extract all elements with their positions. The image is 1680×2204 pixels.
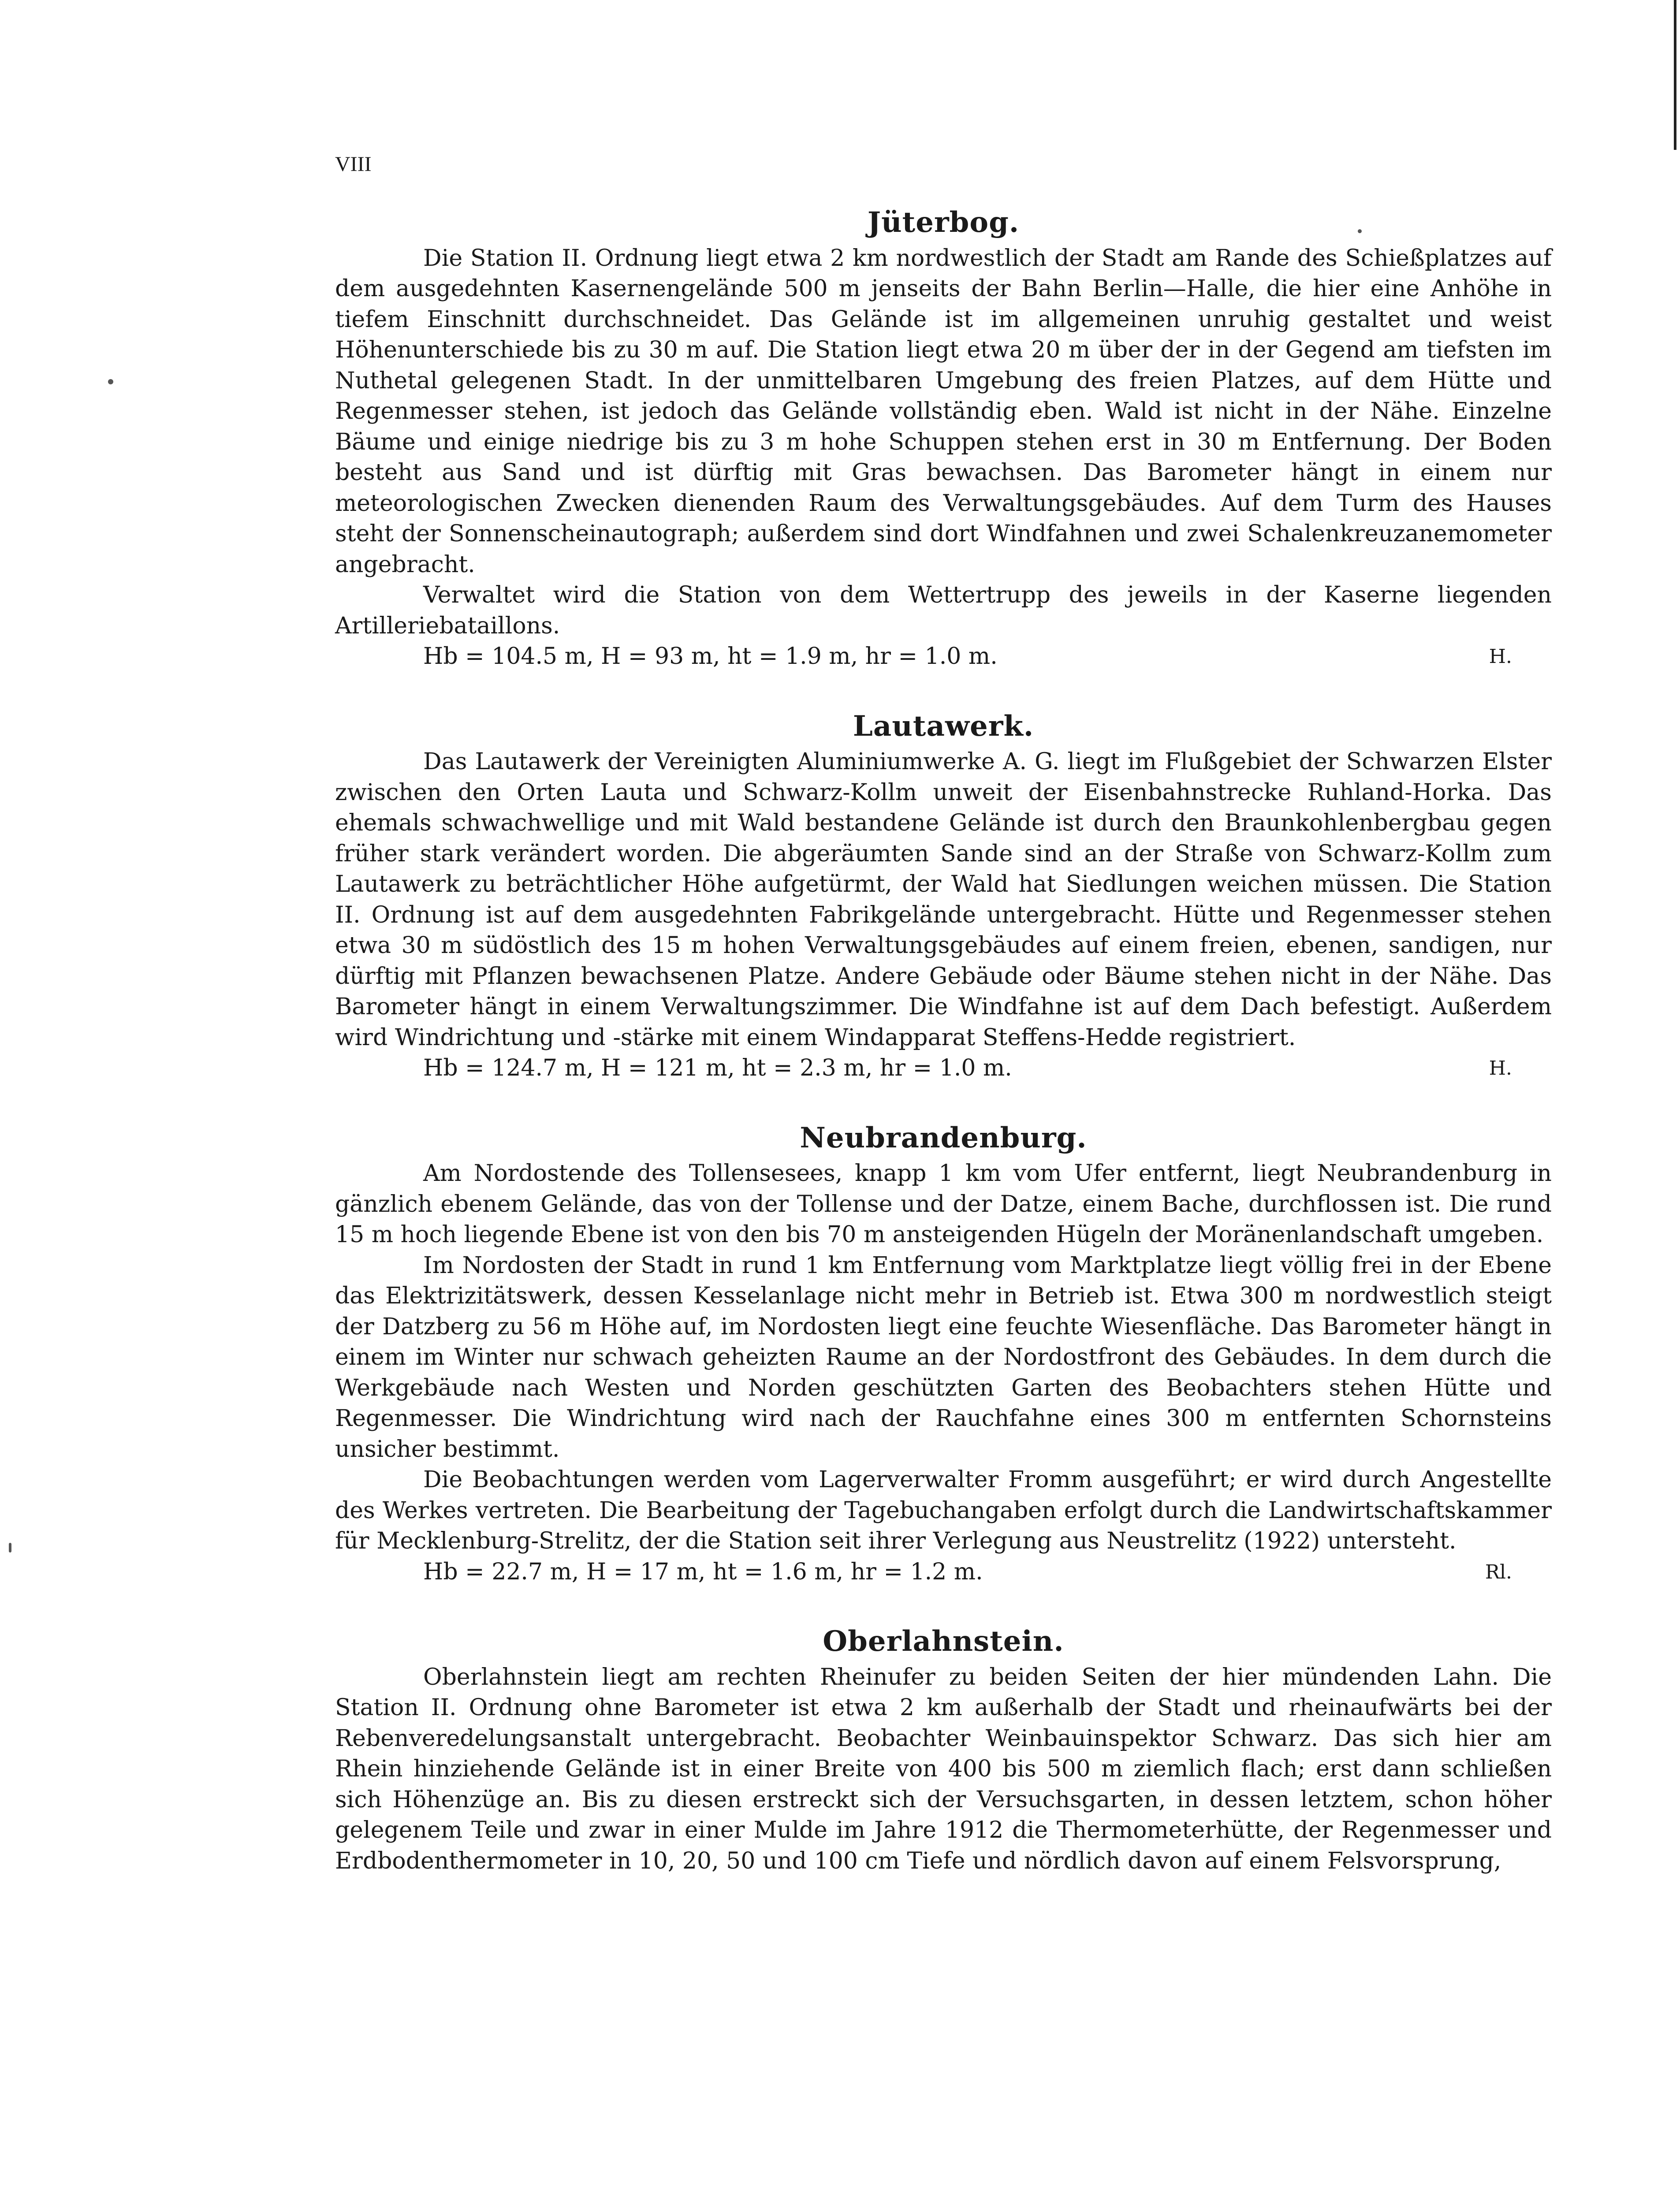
scan-speck [9,1543,11,1552]
paragraph: Das Lautawerk der Vereinigten Aluminiumwerke A. G. liegt im Flußgebiet der Schwarzen Elster zwischen den Orten Lauta und Schwarz-Kollm unweit der Eisenbahnstrecke Ruhland-Horka. Das ehemals schwachwellige und mit Wald bestandene Gelände ist durch den Braunkohlenbergbau gegen früher stark verändert worden. Die abgeräumten Sande sind an der Straße von Schwarz-Kollm zum Lautawerk zu beträchtlicher Höhe aufgetürmt, der Wald hat Siedlungen weichen müssen. Die Station II. Ordnung ist auf dem ausgedehnten Fabrikgelände untergebracht. Hütte und Regenmesser stehen etwa 30 m südöstlich des 15 m hohen Verwaltungsgebäudes auf einem freien, ebenen, sandigen, nur dürftig mit Pflanzen bewachsenen Platze. Andere Gebäude oder Bäume stehen nicht in der Nähe. Das Barometer hängt in einem Verwaltungszimmer. Die Windfahne ist auf dem Dach befestigt. Außerdem wird Windrichtung und -stärke mit einem Windapparat Steffens-Hedde registriert. [335,748,1552,1051]
section-title: Oberlahnstein. [823,1625,1064,1658]
section-lautawerk [335,711,1552,1084]
station-heights [335,1557,1552,1588]
heights-text: Hb = 22.7 m, H = 17 m, ht = 1.6 m, hr = 1.2 m. [423,1558,983,1585]
section-jueterbog [335,207,1552,672]
editor-note: H. [1489,1057,1512,1080]
document-body [335,207,1552,1915]
paragraph: Die Station II. Ordnung liegt etwa 2 km nordwestlich der Stadt am Rande des Schießplatzes auf dem ausgedehnten Kasernengelände 500 m jenseits der Bahn Berlin—Halle, die hier eine Anhöhe in tiefem Einschnitt durchschneidet. Das Gelände ist im allgemeinen unruhig gestaltet und weist Höhenunterschiede bis zu 30 m auf. Die Station liegt etwa 20 m über der in der Gegend am tiefsten im Nuthetal gelegenen Stadt. In der unmittelbaren Umgebung des freien Platzes, auf dem Hütte und Regenmesser stehen, ist jedoch das Gelände vollständig eben. Wald ist nicht in der Nähe. Einzelne Bäume und einige niedrige bis zu 3 m hohe Schuppen stehen erst in 30 m Entfernung. Der Boden besteht aus Sand und ist dürftig mit Gras bewachsen. Das Barometer hängt in einem nur meteorologischen Zwecken dienenden Raum des Verwaltungsgebäudes. Auf dem Turm des Hauses steht der Sonnenscheinautograph; außerdem sind dort Windfahnen und zwei Schalenkreuzanemometer angebracht. [335,245,1552,578]
editor-note: H. [1489,645,1512,668]
paragraph: Oberlahnstein liegt am rechten Rheinufer zu beiden Seiten der hier mündenden Lahn. Die Station II. Ordnung ohne Barometer ist etwa 2 km außerhalb der Stadt und rheinaufwärts bei der Rebenveredelungsanstalt untergebracht. Beobachter Weinbauinspektor Schwarz. Das sich hier am Rhein hinziehende Gelände ist in einer Breite von 400 bis 500 m ziemlich flach; erst dann schließen sich Höhenzüge an. Bis zu diesen erstreckt sich der Versuchsgarten, in dessen letztem, schon höher gelegenem Teile und zwar in einer Mulde im Jahre 1912 die Thermometerhütte, der Regenmesser und Erdbodenthermometer in 10, 20, 50 und 100 cm Tiefe und nördlich davon auf einem Felsvorsprung, [335,1664,1552,1874]
section-title: Neubrandenburg. [800,1121,1087,1154]
section-neubrandenburg [335,1123,1552,1588]
heights-text: Hb = 124.7 m, H = 121 m, ht = 2.3 m, hr = 1.0 m. [423,1055,1012,1081]
paragraph: Im Nordosten der Stadt in rund 1 km Entfernung vom Marktplatze liegt völlig frei in der Ebene das Elektrizitätswerk, dessen Kesselanlage nicht mehr in Betrieb ist. Etwa 300 m nordwestlich steigt der Datzberg zu 56 m Höhe auf, im Nordosten liegt eine feuchte Wiesenfläche. Das Barometer hängt in einem im Winter nur schwach geheizten Raume an der Nordostfront des Gebäudes. In dem durch die Werkgebäude nach Westen und Norden geschützten Garten des Beobachters stehen Hütte und Regenmesser. Die Windrichtung wird nach der Rauchfahne eines 300 m entfernten Schornsteins unsicher bestimmt. [335,1252,1552,1463]
paragraph: Am Nordostende des Tollensesees, knapp 1 km vom Ufer entfernt, liegt Neubrandenburg in gänzlich ebenem Gelände, das von der Tollense und der Datze, einem Bache, durchflossen ist. Die rund 15 m hoch liegende Ebene ist von den bis 70 m ansteigenden Hügeln der Moränenlandschaft umgeben. [335,1160,1552,1248]
station-heights [335,641,1552,672]
page-number: VIII [335,153,372,176]
editor-note: Rl. [1485,1560,1512,1583]
heights-text: Hb = 104.5 m, H = 93 m, ht = 1.9 m, hr = 1.0 m. [423,643,998,670]
section-title: Lautawerk. [853,709,1034,743]
section-oberlahnstein [335,1626,1552,1876]
paragraph: Verwaltet wird die Station von dem Wettertrupp des jeweils in der Kaserne liegenden Artilleriebataillons. [335,582,1552,639]
page-edge-rule [1674,0,1676,150]
scan-speck [108,379,113,384]
scan-speck [1358,229,1362,233]
paragraph: Die Beobachtungen werden vom Lagerverwalter Fromm ausgeführt; er wird durch Angestellte des Werkes vertreten. Die Bearbeitung der Tagebuchangaben erfolgt durch die Landwirtschaftskammer für Mecklenburg-Strelitz, der die Station seit ihrer Verlegung aus Neustrelitz (1922) untersteht. [335,1467,1552,1554]
section-title: Jüterbog. [867,206,1020,239]
station-heights [335,1053,1552,1084]
